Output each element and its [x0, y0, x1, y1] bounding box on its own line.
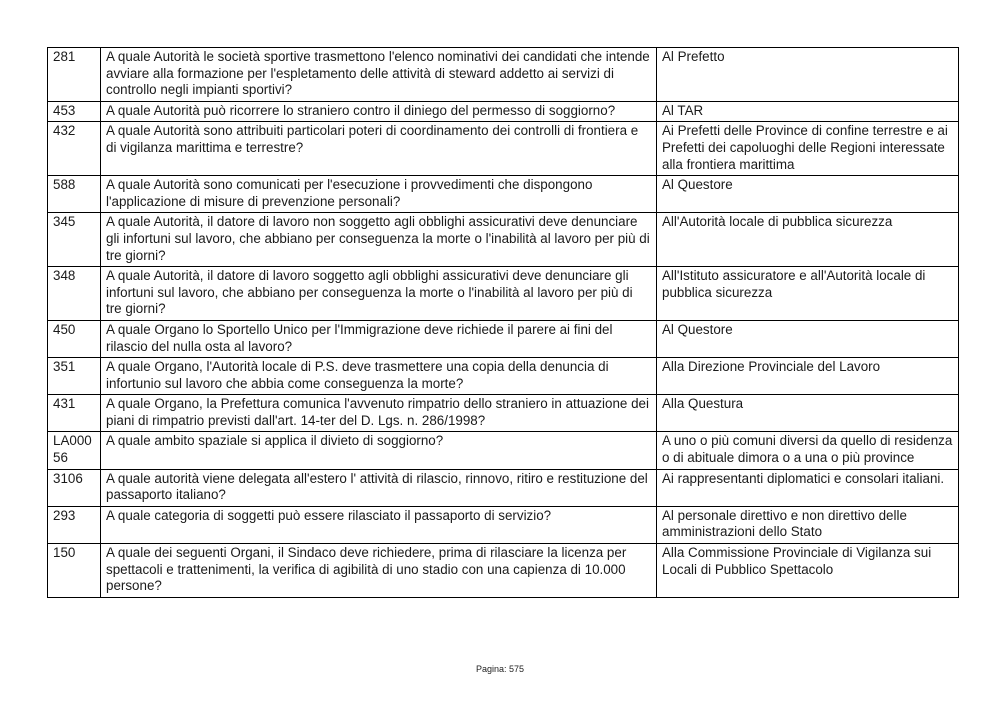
answer-text-cell: Al Questore	[657, 320, 959, 357]
table-row	[48, 544, 959, 598]
question-id-cell: 432	[48, 122, 101, 176]
question-text-cell: A quale Autorità, il datore di lavoro non soggetto agli obblighi assicurativi deve denunciare gli infortuni sul lavoro, che abbiano per conseguenza la morte o l'inabilità al lavoro per più di tre giorni?	[101, 213, 657, 267]
question-text-cell: A quale Autorità sono attribuiti particolari poteri di coordinamento dei controlli di frontiera e di vigilanza marittima e terrestre?	[101, 122, 657, 176]
question-text-cell: A quale autorità viene delegata all'estero l' attività di rilascio, rinnovo, ritiro e restituzione del passaporto italiano?	[101, 469, 657, 506]
answer-text-cell: Alla Commissione Provinciale di Vigilanza sui Locali di Pubblico Spettacolo	[657, 544, 959, 598]
answer-text-cell: Ai Prefetti delle Province di confine terrestre e ai Prefetti dei capoluoghi delle Regioni interessate alla frontiera marittima	[657, 122, 959, 176]
question-id-cell: 3106	[48, 469, 101, 506]
answer-text-cell: Al Prefetto	[657, 48, 959, 102]
answer-text-cell: Alla Questura	[657, 395, 959, 432]
table-row	[48, 122, 959, 176]
table-row	[48, 395, 959, 432]
questions-table-body	[48, 48, 959, 598]
question-id-cell: 588	[48, 176, 101, 213]
answer-text-cell: A uno o più comuni diversi da quello di residenza o di abituale dimora o a una o più province	[657, 432, 959, 469]
question-id-cell: 453	[48, 101, 101, 122]
question-id-cell: LA00056	[48, 432, 101, 469]
question-text-cell: A quale ambito spaziale si applica il divieto di soggiorno?	[101, 432, 657, 469]
table-row	[48, 358, 959, 395]
question-id-cell: 431	[48, 395, 101, 432]
table-row	[48, 506, 959, 543]
table-row	[48, 213, 959, 267]
question-text-cell: A quale Autorità, il datore di lavoro soggetto agli obblighi assicurativi deve denunciare gli infortuni sul lavoro, che abbiano per conseguenza la morte o l'inabilità al lavoro per più di tre giorni?	[101, 267, 657, 321]
question-id-cell: 345	[48, 213, 101, 267]
question-text-cell: A quale Autorità le società sportive trasmettono l'elenco nominativi dei candidati che intende avviare alla formazione per l'espletamento delle attività di steward addetto ai servizi di controllo negli impianti sportivi?	[101, 48, 657, 102]
table-row	[48, 320, 959, 357]
table-row	[48, 48, 959, 102]
question-id-cell: 281	[48, 48, 101, 102]
answer-text-cell: Al Questore	[657, 176, 959, 213]
question-id-cell: 293	[48, 506, 101, 543]
question-text-cell: A quale Autorità sono comunicati per l'esecuzione i provvedimenti che dispongono l'applicazione di misure di prevenzione personali?	[101, 176, 657, 213]
question-id-cell: 351	[48, 358, 101, 395]
question-id-cell: 150	[48, 544, 101, 598]
table-row	[48, 267, 959, 321]
questions-table	[47, 47, 959, 598]
answer-text-cell: Al TAR	[657, 101, 959, 122]
question-text-cell: A quale Organo lo Sportello Unico per l'Immigrazione deve richiede il parere ai fini del rilascio del nulla osta al lavoro?	[101, 320, 657, 357]
answer-text-cell: All'Autorità locale di pubblica sicurezza	[657, 213, 959, 267]
answer-text-cell: Al personale direttivo e non direttivo delle amministrazioni dello Stato	[657, 506, 959, 543]
question-text-cell: A quale Autorità può ricorrere lo straniero contro il diniego del permesso di soggiorno?	[101, 101, 657, 122]
page-footer: Pagina: 575	[475, 664, 525, 674]
table-row	[48, 469, 959, 506]
question-text-cell: A quale categoria di soggetti può essere rilasciato il passaporto di servizio?	[101, 506, 657, 543]
answer-text-cell: Alla Direzione Provinciale del Lavoro	[657, 358, 959, 395]
table-row	[48, 176, 959, 213]
answer-text-cell: All'Istituto assicuratore e all'Autorità locale di pubblica sicurezza	[657, 267, 959, 321]
table-row	[48, 432, 959, 469]
question-text-cell: A quale Organo, l'Autorità locale di P.S. deve trasmettere una copia della denuncia di infortunio sul lavoro che abbia come conseguenza la morte?	[101, 358, 657, 395]
question-text-cell: A quale dei seguenti Organi, il Sindaco deve richiedere, prima di rilasciare la licenza per spettacoli e trattenimenti, la verifica di agibilità di uno stadio con una capienza di 10.000 persone?	[101, 544, 657, 598]
question-text-cell: A quale Organo, la Prefettura comunica l'avvenuto rimpatrio dello straniero in attuazione dei piani di rimpatrio previsti dall'art. 14-ter del D. Lgs. n. 286/1998?	[101, 395, 657, 432]
question-id-cell: 450	[48, 320, 101, 357]
question-id-cell: 348	[48, 267, 101, 321]
table-row	[48, 101, 959, 122]
answer-text-cell: Ai rappresentanti diplomatici e consolari italiani.	[657, 469, 959, 506]
